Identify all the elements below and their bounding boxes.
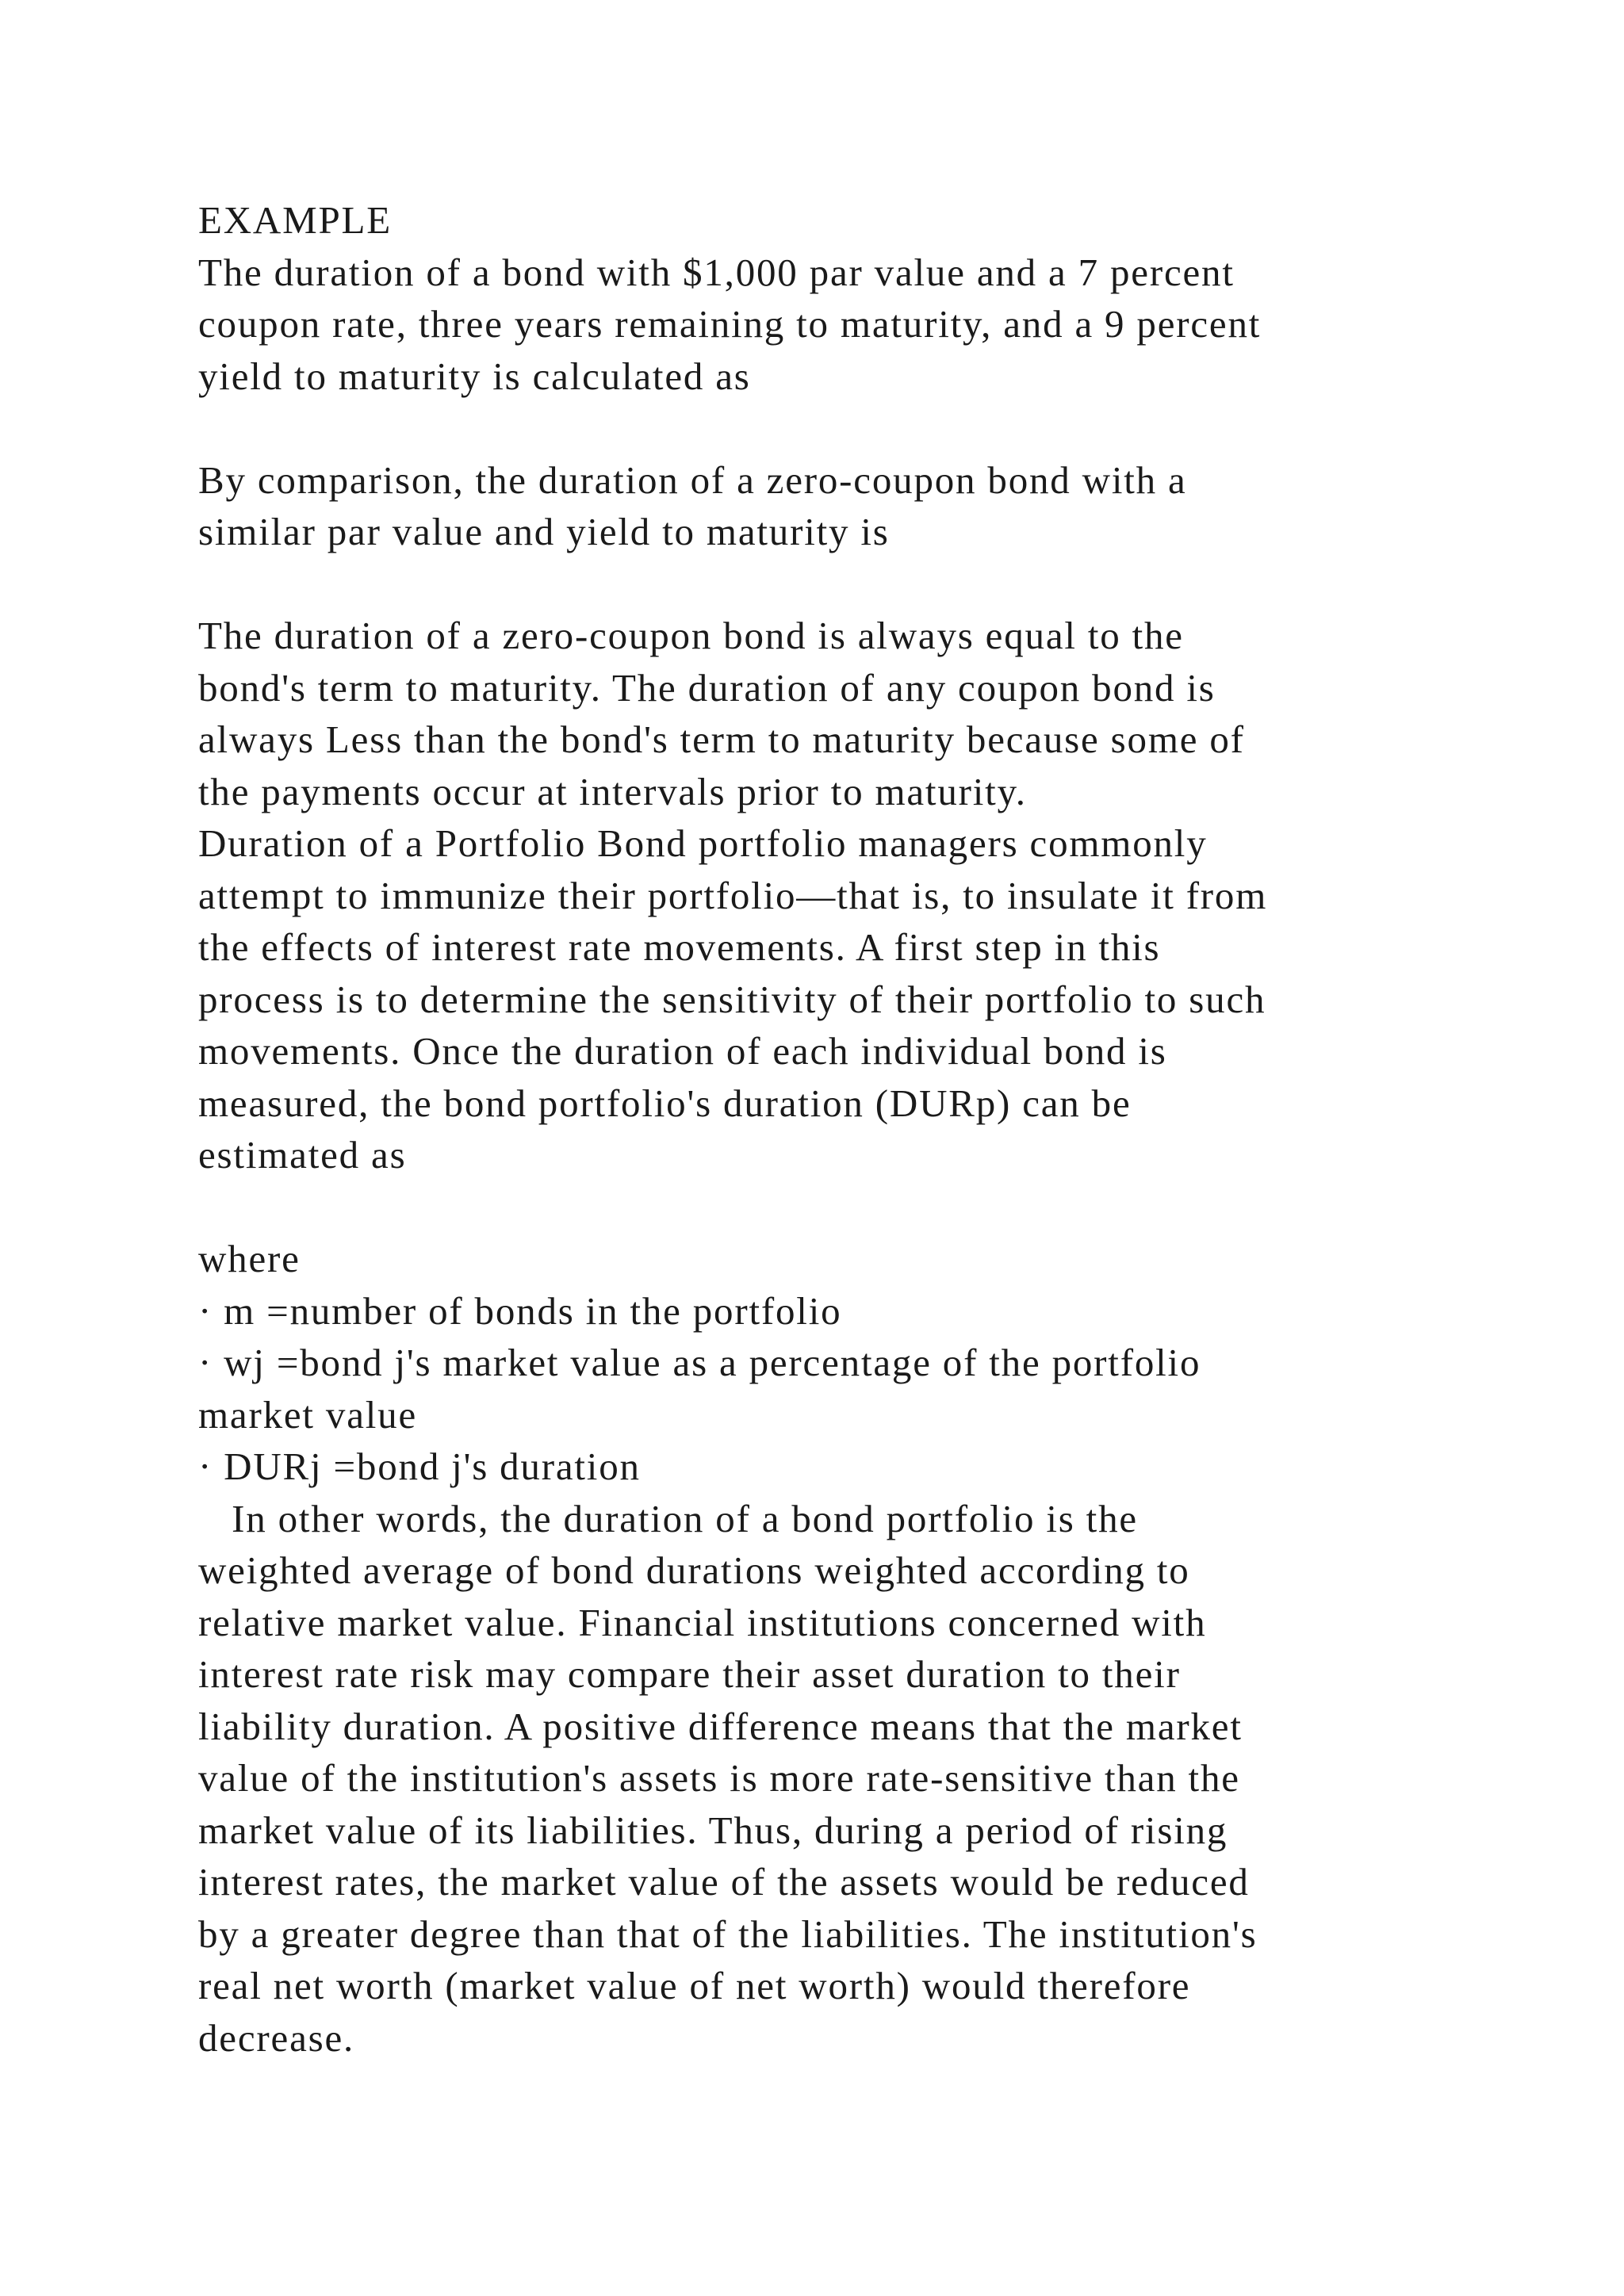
blank-line bbox=[198, 558, 1499, 610]
text-line: coupon rate, three years remaining to maturity, and a 9 percent bbox=[198, 302, 1262, 346]
text-line: estimated as bbox=[198, 1133, 407, 1177]
text-line: process is to determine the sensitivity of their portfolio to such bbox=[198, 977, 1266, 1021]
text-line: liability duration. A positive difference means that the market bbox=[198, 1704, 1243, 1748]
text-line: similar par value and yield to maturity is bbox=[198, 510, 890, 553]
text-line: value of the institution's assets is more rate-sensitive than the bbox=[198, 1756, 1240, 1800]
text-line: relative market value. Financial institutions concerned with bbox=[198, 1600, 1207, 1644]
text-line: market value of its liabilities. Thus, during a period of rising bbox=[198, 1808, 1228, 1852]
text-line: measured, the bond portfolio's duration (DURp) can be bbox=[198, 1081, 1132, 1125]
text-line: always Less than the bond's term to maturity because some of bbox=[198, 718, 1245, 761]
bullet-line: · wj =bond j's market value as a percentage of the portfolio bbox=[198, 1341, 1201, 1384]
blank-line bbox=[198, 1181, 1499, 1234]
text-line: the payments occur at intervals prior to maturity. bbox=[198, 769, 1027, 813]
text-line: bond's term to maturity. The duration of any coupon bond is bbox=[198, 665, 1216, 710]
text-line: decrease. bbox=[198, 2015, 355, 2060]
text-line: interest rate risk may compare their asset duration to their bbox=[198, 1652, 1181, 1696]
text-line: interest rates, the market value of the assets would be reduced bbox=[198, 1860, 1250, 1904]
blank-line bbox=[198, 402, 1499, 454]
document-body bbox=[198, 194, 1499, 2064]
text-line: the effects of interest rate movements. A first step in this bbox=[198, 925, 1161, 969]
text-line: real net worth (market value of net worth) would therefore bbox=[198, 1964, 1191, 2007]
text-line: weighted average of bond durations weighted according to bbox=[198, 1548, 1190, 1592]
text-line: attempt to immunize their portfolio—that is, to insulate it from bbox=[198, 873, 1268, 917]
text-line: EXAMPLE bbox=[198, 198, 392, 242]
text-line: The duration of a bond with $1,000 par value and a 7 percent bbox=[198, 250, 1235, 294]
text-line: movements. Once the duration of each individual bond is bbox=[198, 1029, 1167, 1073]
text-line: by a greater degree than that of the liabilities. The institution's bbox=[198, 1911, 1258, 1956]
text-line: where bbox=[198, 1237, 301, 1280]
bullet-line: · m =number of bonds in the portfolio bbox=[198, 1288, 842, 1333]
text-line: market value bbox=[198, 1392, 418, 1437]
text-line: yield to maturity is calculated as bbox=[198, 354, 751, 398]
bullet-line: · DURj =bond j's duration bbox=[198, 1445, 641, 1488]
text-line: The duration of a zero-coupon bond is always equal to the bbox=[198, 614, 1184, 657]
text-line: In other words, the duration of a bond portfolio is the bbox=[198, 1496, 1138, 1540]
text-line: Duration of a Portfolio Bond portfolio managers commonly bbox=[198, 821, 1208, 865]
text-line: By comparison, the duration of a zero-coupon bond with a bbox=[198, 457, 1187, 502]
